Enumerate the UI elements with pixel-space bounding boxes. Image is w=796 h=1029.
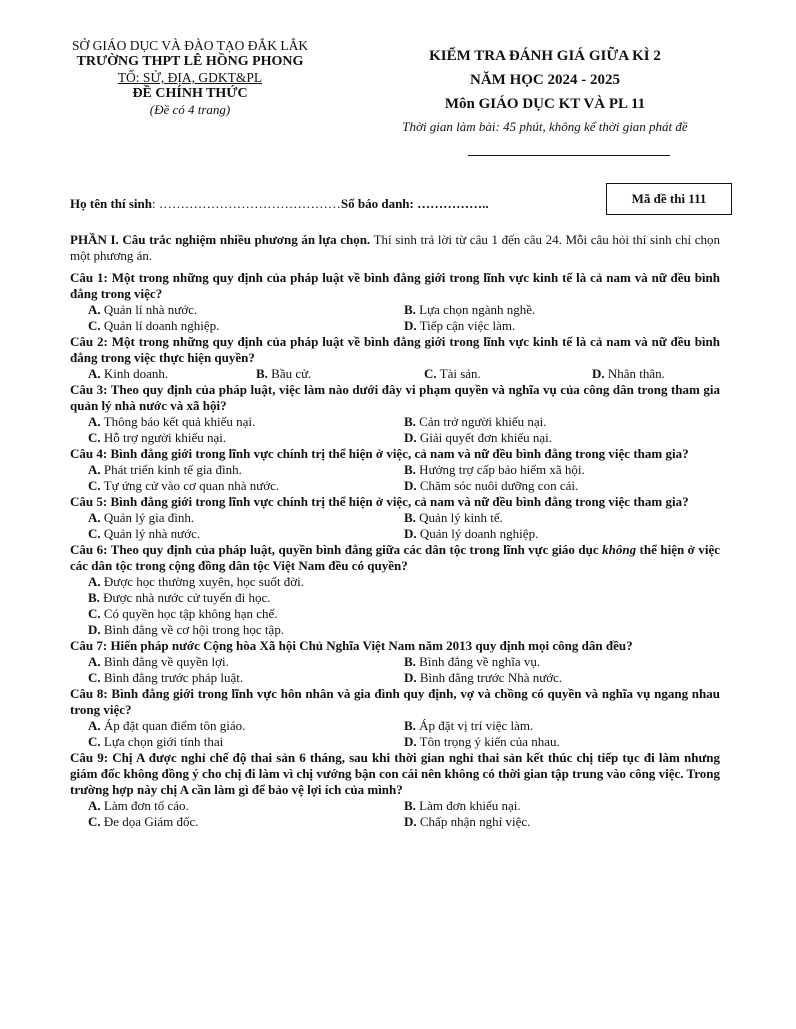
option-c[interactable]: C. Lựa chọn giới tính thai xyxy=(88,734,224,749)
option-b[interactable]: B. Áp đặt vị trí việc làm. xyxy=(404,718,534,733)
question-3: Câu 3: Theo quy định của pháp luật, việc làm nào dưới đây vi phạm quyền và nghĩa vụ của công dân trong tham gia quản lý nhà nước và xã hội? xyxy=(70,382,720,413)
question-6: Câu 6: Theo quy định của pháp luật, quyền bình đẳng giữa các dân tộc trong lĩnh vực giáo dục không thể hiện ở việc các dân tộc trong cộng đồng dân tộc Việt Nam đều có quyền? xyxy=(70,542,720,573)
option-d[interactable]: D. Bình đẳng về cơ hội trong học tập. xyxy=(88,622,285,637)
exam-code: Mã đề thi 111 xyxy=(631,191,707,206)
question-3-options xyxy=(70,414,720,446)
option-c[interactable]: C. Tự ứng cử vào cơ quan nhà nước. xyxy=(88,478,280,493)
question-7: Câu 7: Hiến pháp nước Cộng hòa Xã hội Chủ Nghĩa Việt Nam năm 2013 quy định mọi công dân đều? xyxy=(70,638,633,653)
exam-code-box xyxy=(606,183,732,215)
question-2: Câu 2: Một trong những quy định của pháp luật về bình đẳng giới trong lĩnh vực kinh tế là cả nam và nữ đều bình đẳng trong việc thực hiện quyền? xyxy=(70,334,720,365)
option-c[interactable]: C. Quản lý nhà nước. xyxy=(88,526,201,541)
option-c[interactable]: C. Hỗ trợ người khiếu nại. xyxy=(88,430,227,445)
question-1-options xyxy=(70,302,720,334)
question-4-options xyxy=(70,462,720,494)
time-note: Thời gian làm bài: 45 phút, không kể thời gian phát đề xyxy=(402,119,688,134)
school-year: NĂM HỌC 2024 - 2025 xyxy=(470,72,620,88)
question-8-options xyxy=(70,718,720,750)
group-name: TỔ: SỬ, ĐỊA, GDKT&PL xyxy=(117,70,263,85)
part1-title: PHẦN I. Câu trắc nghiệm nhiều phương án lựa chọn. xyxy=(70,232,371,247)
option-a[interactable]: A. Thông báo kết quả khiếu nại. xyxy=(88,414,256,429)
option-a[interactable]: A. Kinh doanh. xyxy=(88,366,169,381)
option-c[interactable]: C. Quản lí doanh nghiệp. xyxy=(88,318,220,333)
header-right xyxy=(360,44,730,138)
option-d[interactable]: D. Tiếp cận việc làm. xyxy=(404,318,516,333)
option-b[interactable]: B. Bình đẳng về nghĩa vụ. xyxy=(404,654,541,669)
department-name: SỞ GIÁO DỤC VÀ ĐÀO TẠO ĐẮK LẮK xyxy=(71,38,309,53)
question-5-options xyxy=(70,510,720,542)
option-a[interactable]: A. Quản lý gia đình. xyxy=(88,510,195,525)
part1-intro xyxy=(70,232,720,264)
name-field[interactable]: : …………………………………… xyxy=(152,196,341,211)
question-4: Câu 4: Bình đẳng giới trong lĩnh vực chính trị thể hiện ở việc, cả nam và nữ đều bình đẳng trong việc tham gia? xyxy=(70,446,689,461)
option-c[interactable]: C. Bình đẳng trước pháp luật. xyxy=(88,670,244,685)
exam-content xyxy=(70,232,720,830)
header-divider xyxy=(468,155,670,156)
option-d[interactable]: D. Giải quyết đơn khiếu nại. xyxy=(404,430,553,445)
option-a[interactable]: A. Quản lí nhà nước. xyxy=(88,302,198,317)
student-info xyxy=(70,196,489,212)
option-a[interactable]: A. Bình đẳng về quyền lợi. xyxy=(88,654,229,669)
option-b[interactable]: B. Được nhà nước cử tuyển đi học. xyxy=(88,590,271,605)
name-label: Họ tên thí sinh xyxy=(70,196,152,211)
option-d[interactable]: D. Bình đẳng trước Nhà nước. xyxy=(404,670,563,685)
option-d[interactable]: D. Nhân thân. xyxy=(592,366,665,381)
option-c[interactable]: C. Có quyền học tập không hạn chế. xyxy=(88,606,278,621)
option-c[interactable]: C. Đe dọa Giám đốc. xyxy=(88,814,199,829)
part1-instruction: Thí sinh trả lời từ câu 1 đến câu 24. Mỗi câu hỏi thí sinh chỉ chọn một phương án. xyxy=(70,232,720,263)
subject-title: Môn GIÁO DỤC KT VÀ PL 11 xyxy=(444,96,646,112)
question-6-options xyxy=(70,574,720,638)
option-a[interactable]: A. Làm đơn tố cáo. xyxy=(88,798,189,813)
option-b[interactable]: B. Bầu cử. xyxy=(256,366,312,381)
option-b[interactable]: B. Lựa chọn ngành nghề. xyxy=(404,302,536,317)
question-9-options xyxy=(70,798,720,830)
option-a[interactable]: A. Được học thường xuyên, học suốt đời. xyxy=(88,574,304,589)
exam-title: KIỂM TRA ĐÁNH GIÁ GIỮA KÌ 2 xyxy=(429,48,661,64)
option-d[interactable]: D. Chăm sóc nuôi dưỡng con cái. xyxy=(404,478,579,493)
id-label[interactable]: Số báo danh: …………….. xyxy=(340,196,489,211)
question-2-options xyxy=(70,366,720,382)
question-7-options xyxy=(70,654,720,686)
option-b[interactable]: B. Làm đơn khiếu nại. xyxy=(404,798,521,813)
question-9: Câu 9: Chị A được nghỉ chế độ thai sản 6 tháng, sau khi thời gian nghỉ thai sản kết thúc chị tiếp tục đi làm nhưng giám đốc không đồng ý cho chị đi làm vì chị vướng bận con cái nên không có thời gian tập trung vào công việc. Trong trường hợp này chị A cần làm gì để bảo vệ lợi ích của mình? xyxy=(70,750,720,797)
school-name: TRƯỜNG THPT LÊ HỒNG PHONG xyxy=(76,54,304,69)
option-b[interactable]: B. Cản trở người khiếu nại. xyxy=(404,414,547,429)
question-1: Câu 1: Một trong những quy định của pháp luật về bình đẳng giới trong lĩnh vực kinh tế là cả nam và nữ đều bình đẳng trong việc? xyxy=(70,270,720,301)
question-5: Câu 5: Bình đẳng giới trong lĩnh vực chính trị thể hiện ở việc, cả nam và nữ đều bình đẳng trong việc tham gia? xyxy=(70,494,689,509)
header-left xyxy=(40,38,340,118)
question-8: Câu 8: Bình đẳng giới trong lĩnh vực hôn nhân và gia đình quy định, vợ và chồng có quyền và nghĩa vụ ngang nhau trong việc? xyxy=(70,686,720,717)
option-d[interactable]: D. Chấp nhận nghỉ việc. xyxy=(404,814,531,829)
option-c[interactable]: C. Tài sản. xyxy=(424,366,481,381)
option-a[interactable]: A. Phát triển kinh tế gia đình. xyxy=(88,462,242,477)
option-d[interactable]: D. Tôn trọng ý kiến của nhau. xyxy=(404,734,560,749)
option-a[interactable]: A. Áp đặt quan điểm tôn giáo. xyxy=(88,718,246,733)
pages-note: (Đề có 4 trang) xyxy=(149,102,231,117)
option-b[interactable]: B. Quản lý kinh tế. xyxy=(404,510,503,525)
option-d[interactable]: D. Quản lý doanh nghiệp. xyxy=(404,526,539,541)
option-b[interactable]: B. Hưởng trợ cấp bảo hiểm xã hội. xyxy=(404,462,585,477)
official-label: ĐỀ CHÍNH THỨC xyxy=(132,86,248,101)
